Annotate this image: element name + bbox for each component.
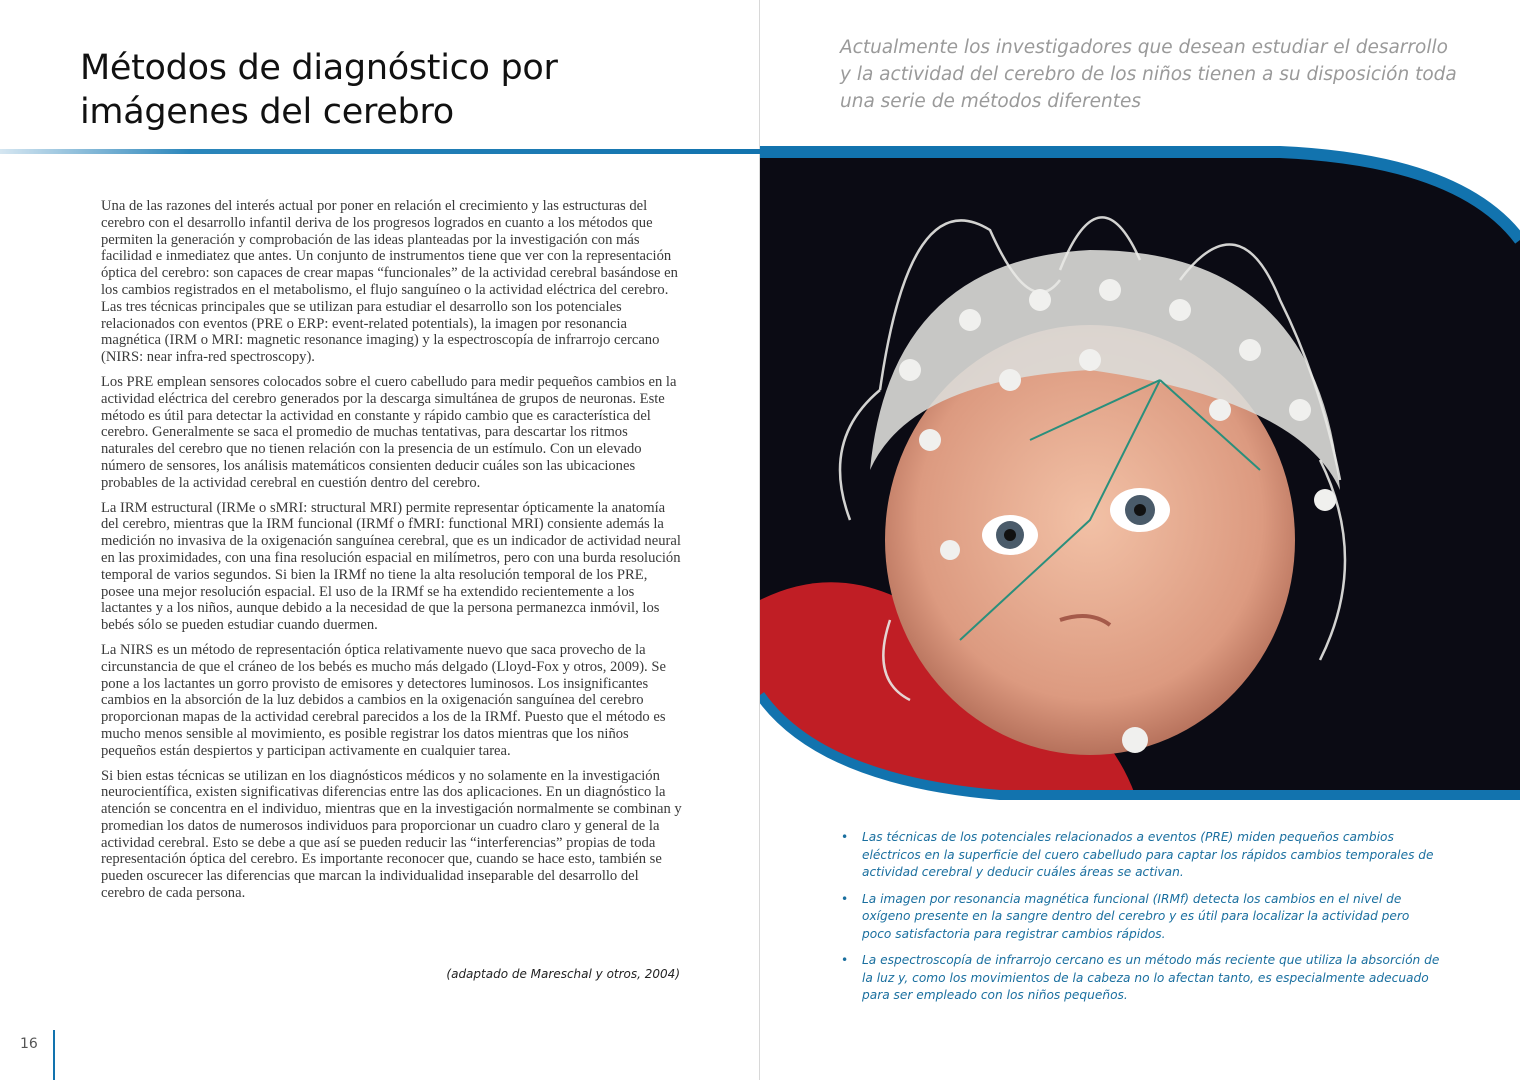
subtitle-line: y la actividad del cerebro de los niños tienen a su disposición toda xyxy=(840,64,1457,85)
paragraph: Los PRE emplean sensores colocados sobre el cuero cabelludo para medir pequeños cambios en la actividad eléctrica del cerebro generados por la descarga simultánea de grupos de neuronas. Este método es útil para detectar la actividad en constante y rápido cambio que es característica del cerebro. Generalmente se saca el promedio de muchas tentativas, para descartar los ritmos naturales del cerebro que no tienen relación con la presencia de un estímulo. Con un elevado número de sensores, los análisis matemáticos consienten deducir cuáles son las ubicaciones probables de la actividad cerebral en cuestión dentro del cerebro. xyxy=(101,373,677,491)
page-number-bar xyxy=(53,1030,55,1080)
bullet-item: • Las técnicas de los potenciales relacionados a eventos (PRE) miden pequeños cambios eléctricos en la superficie del cuero cabelludo para captar los rápidos cambios temporales de actividad cerebral y deducir cuáles áreas se activan. xyxy=(840,829,1440,882)
bullet-item: • La espectroscopía de infrarrojo cercano es un método más reciente que utiliza la absorción de la luz y, como los movimientos de la cabeza no lo afectan tanto, es especialmente adecuado para ser empleado con los niños pequeños. xyxy=(840,952,1440,1005)
summary-bullets xyxy=(840,829,1440,1014)
baby-eeg-photo xyxy=(760,140,1520,810)
subtitle-line: Actualmente los investigadores que desean estudiar el desarrollo xyxy=(840,37,1448,58)
header-rule xyxy=(0,149,760,154)
title-line: Métodos de diagnóstico por xyxy=(80,48,558,88)
bullet-item: • La imagen por resonancia magnética funcional (IRMf) detecta los cambios en el nivel de oxígeno presente en la sangre dentro del cerebro y es útil para localizar la actividad pero poco satisfactoria para registrar cambios rápidos. xyxy=(840,891,1440,944)
page-number: 16 xyxy=(20,1036,38,1052)
page-title xyxy=(80,46,558,134)
source-credit: (adaptado de Mareschal y otros, 2004) xyxy=(446,967,680,981)
paragraph: La IRM estructural (IRMe o sMRI: structural MRI) permite representar ópticamente la anatomía del cerebro, mientras que la IRM funcional (IRMf o fMRI: functional MRI) consiente además la medición no invasiva de la oxigenación sanguínea cerebral, que es un indicador de actividad neural en las proximidades, con una fina resolución espacial en milímetros, pero con una burda resolución temporal de varios segundos. Si bien la IRMf no tiene la alta resolución temporal de los PRE, posee una mejor resolución espacial. El uso de la IRMf se ha extendido recientemente a los lactantes y a los niños, aunque debido a la necesidad de que la persona permanezca inmóvil, los bebés sólo se pueden estudiar cuando duermen. xyxy=(101,499,681,634)
paragraph: Si bien estas técnicas se utilizan en los diagnósticos médicos y no solamente en la investigación neurocientífica, existen significativas diferencias entre las dos aplicaciones. En un diagnóstico la atención se concentra en el individuo, mientras que en la investigación normalmente se combinan y promedian los datos de numerosos individuos para proporcionar un cuadro claro y general de la actividad cerebral. Esto se debe a que así se pueden reducir las “interferencias” propias de toda representación óptica del cerebro. Es importante reconocer que, cuando se hace esto, también se pueden oscurecer las diferencias que marcan la individualidad inseparable del desarrollo del cerebro de cada persona. xyxy=(101,767,682,902)
right-page-subtitle xyxy=(840,34,1460,115)
article-body xyxy=(101,198,683,910)
title-line: imágenes del cerebro xyxy=(80,92,454,132)
subtitle-line: una serie de métodos diferentes xyxy=(840,91,1142,112)
paragraph: Una de las razones del interés actual por poner en relación el crecimiento y las estructuras del cerebro con el desarrollo infantil deriva de los progresos logrados en cuanto a los métodos que permiten la generación y comprobación de las ideas planteadas por la investigación con más facilidad e inmediatez que antes. Un conjunto de instrumentos tiene que ver con la representación óptica del cerebro: son capaces de crear mapas “funcionales” de la actividad cerebral basándose en los cambios registrados en el metabolismo, el flujo sanguíneo o la actividad eléctrica del cerebro. Las tres técnicas principales que se utilizan para estudiar el desarrollo son los potenciales relacionados con eventos (PRE o ERP: event-related potentials), la imagen por resonancia magnética (IRM o MRI: magnetic resonance imaging) y la espectroscopía de infrarrojo cercano (NIRS: near infra-red spectroscopy). xyxy=(101,198,678,366)
paragraph: La NIRS es un método de representación óptica relativamente nuevo que saca provecho de la circunstancia de que el cráneo de los bebés es mucho más delgado (Lloyd-Fox y otros, 2009). Se pone a los lactantes un gorro provisto de emisores y detectores luminosos. Los insignificantes cambios en la absorción de la luz debidos a cambios en la oxigenación sanguínea del cerebro proporcionan mapas de la actividad cerebral parecidos a los de la IRMf. Puesto que el método es mucho menos sensible al movimiento, es posible registrar los datos mientras que los niños pequeños están despiertos y participan activamente en cualquier tarea. xyxy=(101,641,666,759)
